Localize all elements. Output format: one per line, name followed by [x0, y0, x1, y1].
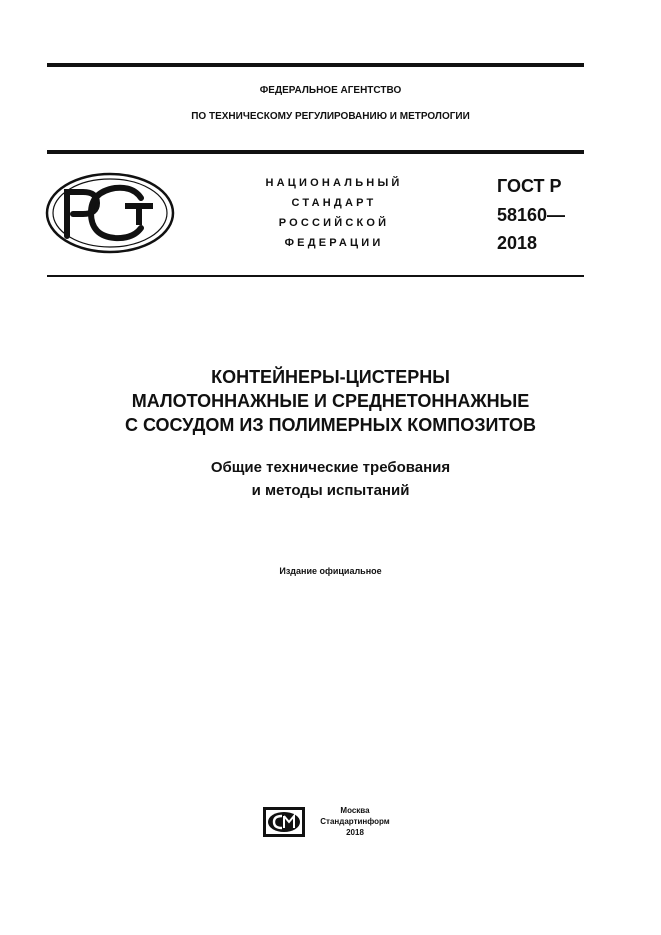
- standard-type-line1: НАЦИОНАЛЬНЫЙ: [265, 177, 403, 189]
- designation-line2: 58160—: [497, 205, 566, 225]
- agency-name-line2: ПО ТЕХНИЧЕСКОМУ РЕГУЛИРОВАНИЮ И МЕТРОЛОГИИ: [191, 111, 470, 122]
- document-title-line3: С СОСУДОМ ИЗ ПОЛИМЕРНЫХ КОМПОЗИТОВ: [124, 415, 536, 435]
- standard-type-line4: ФЕДЕРАЦИИ: [284, 237, 384, 249]
- rst-certification-mark-icon: [45, 172, 175, 254]
- document-subtitle-line1: Общие технические требования: [210, 459, 451, 476]
- designation-line3: 2018: [497, 233, 538, 253]
- top-rule: [47, 63, 584, 67]
- agency-name-line1: ФЕДЕРАЛЬНОЕ АГЕНТСТВО: [259, 85, 402, 96]
- document-subtitle-line2: и методы испытаний: [251, 482, 410, 499]
- designation-rule: [47, 275, 584, 277]
- publisher-year: 2018: [346, 828, 364, 837]
- publisher-city: Москва: [340, 806, 370, 815]
- document-title-line1: КОНТЕЙНЕРЫ-ЦИСТЕРНЫ: [211, 367, 450, 387]
- publisher-name: Стандартинформ: [320, 817, 390, 826]
- designation-line1: ГОСТ Р: [497, 176, 562, 196]
- document-title-line2: МАЛОТОННАЖНЫЕ И СРЕДНЕТОННАЖНЫЕ: [131, 391, 530, 411]
- standartinform-logo-icon: [262, 806, 306, 838]
- edition-label: Издание официальное: [279, 566, 382, 576]
- standard-type-line3: РОССИЙСКОЙ: [278, 217, 390, 229]
- header-rule: [47, 150, 584, 154]
- standard-type-line2: СТАНДАРТ: [291, 197, 377, 209]
